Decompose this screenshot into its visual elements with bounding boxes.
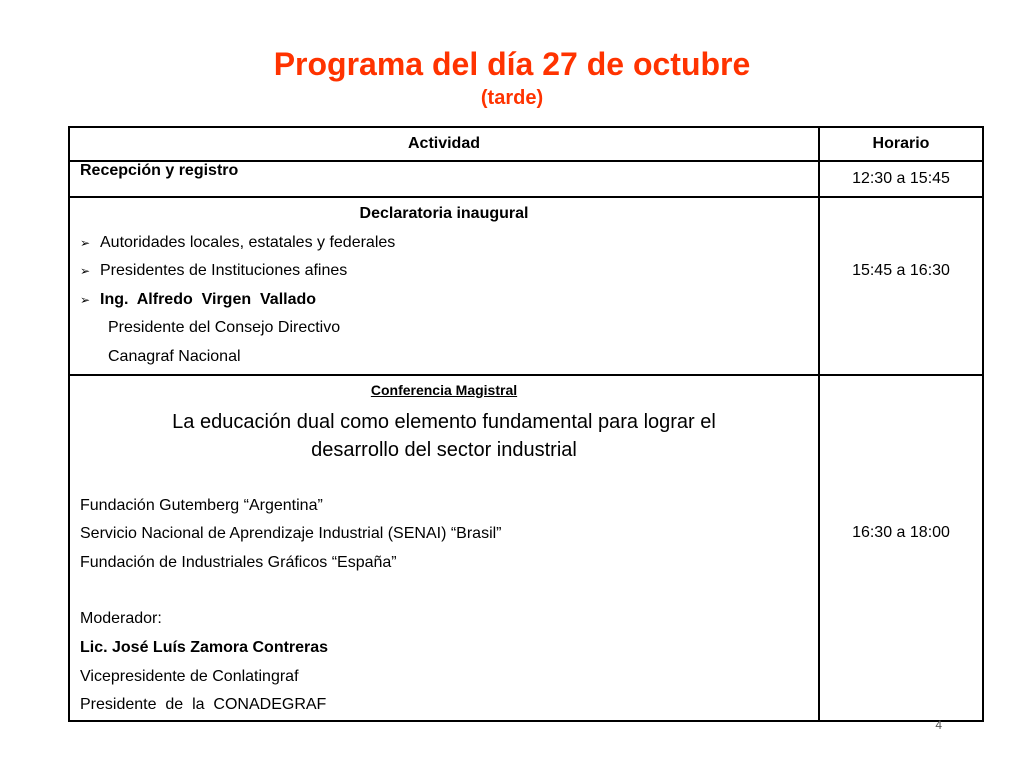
conference-topic-line: desarrollo del sector industrial: [311, 438, 577, 461]
table-header-row: [69, 127, 983, 161]
participant-item: Fundación Gutemberg “Argentina”: [80, 496, 323, 514]
page-subtitle: (tarde): [480, 87, 544, 109]
list-item: [70, 286, 818, 315]
bullet-text: Autoridades locales, estatales y federales: [100, 233, 396, 251]
conference-topic: [70, 404, 818, 464]
conference-time: 16:30 a 18:00: [819, 375, 983, 721]
declaration-heading: Declaratoria inaugural: [359, 205, 529, 222]
table-row: [69, 375, 983, 721]
arrow-bullet-icon: ➢: [80, 292, 91, 307]
table-row: [69, 197, 983, 375]
participant-item: Servicio Nacional de Aprendizaje Industrial (SENAI) “Brasil”: [80, 525, 502, 543]
moderator-label: Moderador:: [80, 610, 162, 628]
presenter-organization: Canagraf Nacional: [108, 347, 241, 365]
moderator-name: Lic. José Luís Zamora Contreras: [80, 638, 329, 656]
reception-time: 12:30 a 15:45: [819, 161, 983, 197]
moderator-role: Vicepresidente de Conlatingraf: [80, 667, 299, 685]
participant-item: Fundación de Industriales Gráficos “España”: [80, 553, 397, 571]
list-item: [70, 229, 818, 258]
conference-activity: [69, 375, 819, 721]
table-row: [69, 161, 983, 197]
column-header-activity: Actividad: [69, 127, 819, 161]
column-header-time: Horario: [819, 127, 983, 161]
list-item: [70, 257, 818, 286]
page-title: Programa del día 27 de octubre: [273, 46, 751, 82]
arrow-bullet-icon: ➢: [80, 235, 91, 250]
declaration-time: 15:45 a 16:30: [819, 197, 983, 375]
declaration-activity: [69, 197, 819, 375]
arrow-bullet-icon: ➢: [80, 264, 91, 279]
schedule-table: [68, 126, 984, 722]
page-number: 4: [935, 718, 942, 732]
bullet-text: Ing. Alfredo Virgen Vallado: [100, 290, 317, 308]
presenter-role: Presidente del Consejo Directivo: [108, 319, 341, 337]
moderator-role: Presidente de la CONADEGRAF: [80, 696, 327, 714]
bullet-text: Presidentes de Instituciones afines: [100, 262, 348, 280]
conference-heading: Conferencia Magistral: [370, 381, 518, 398]
reception-activity: Recepción y registro: [69, 161, 819, 197]
conference-topic-line: La educación dual como elemento fundamental para lograr el: [172, 410, 716, 433]
